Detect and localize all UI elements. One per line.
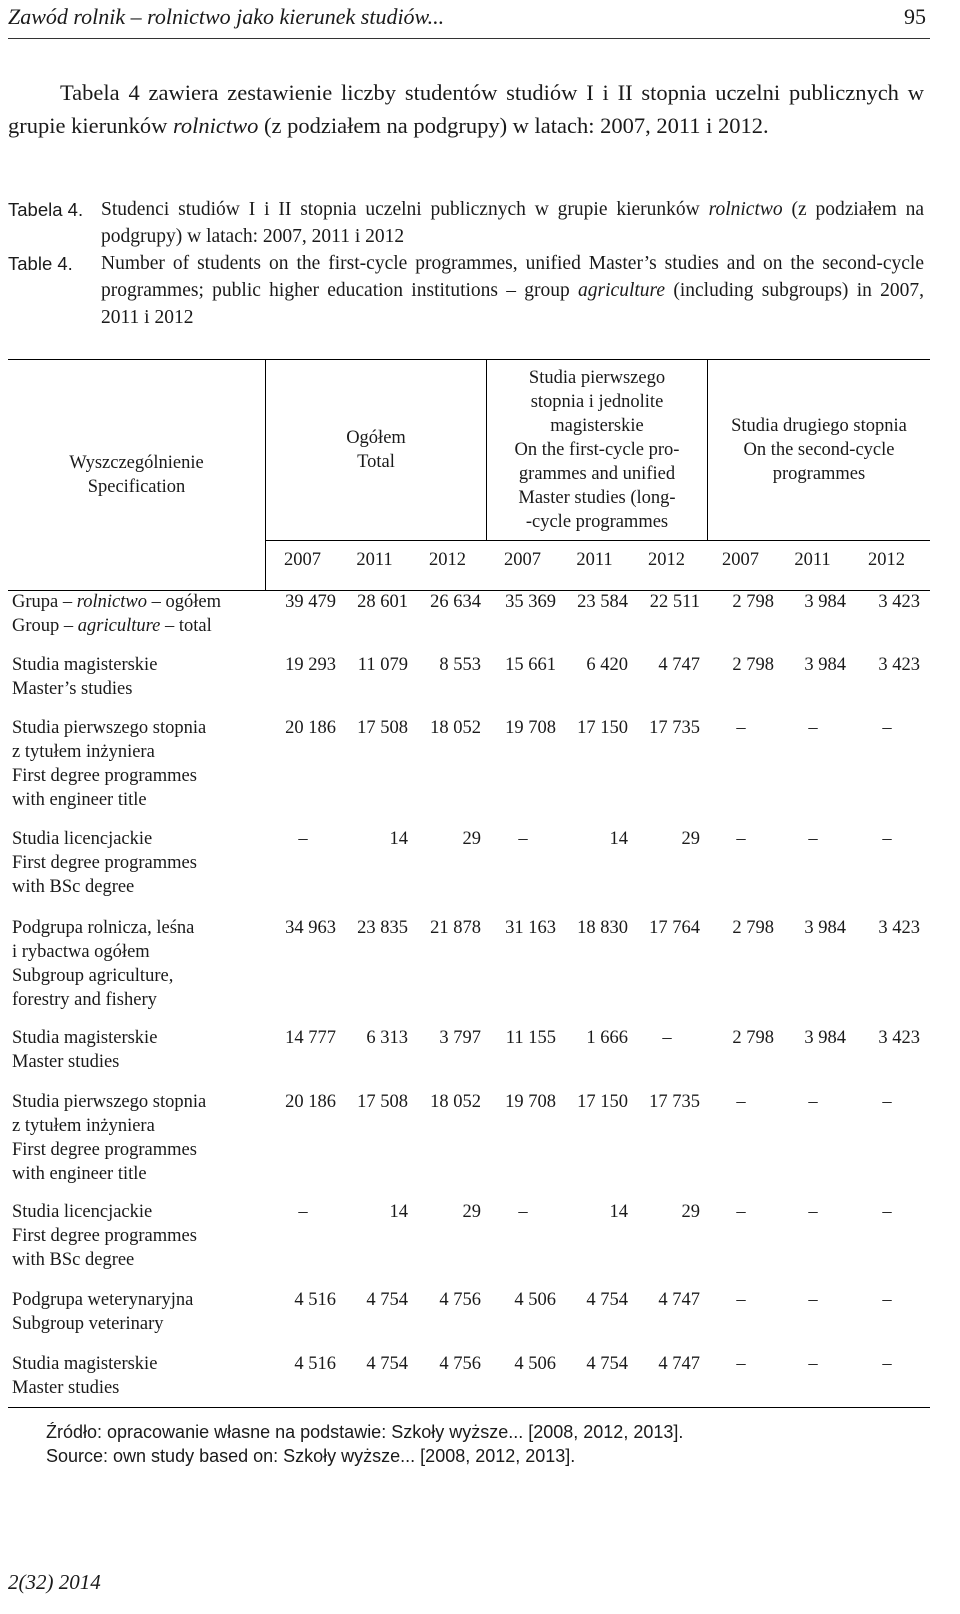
table-cell: 4 754 — [366, 1290, 408, 1310]
issue-footer: 2(32) 2014 — [8, 1570, 101, 1594]
table-cell: – — [736, 829, 746, 849]
table-cell: 17 508 — [357, 1092, 408, 1112]
running-head — [8, 2, 930, 39]
table-cell: 39 479 — [285, 592, 336, 612]
data-table — [8, 359, 930, 1408]
header-divider — [265, 540, 930, 541]
running-title: Zawód rolnik – rolnictwo jako kierunek studiów... — [8, 4, 445, 29]
table-cell: – — [808, 1290, 818, 1310]
table-cell: 2 798 — [732, 918, 774, 938]
table-cell: 26 634 — [430, 592, 481, 612]
table-cell: – — [298, 829, 308, 849]
table-cell: 3 984 — [804, 918, 846, 938]
caption-label-en: Table 4. — [8, 253, 73, 274]
table-cell: – — [882, 829, 892, 849]
table-caption-en — [8, 250, 924, 331]
caption-italic-en: agriculture — [578, 280, 666, 301]
table-cell: 21 878 — [430, 918, 481, 938]
table-cell: 29 — [462, 829, 481, 849]
year-header: 2007 — [722, 550, 759, 570]
table-cell: 3 797 — [439, 1028, 481, 1048]
table-cell: 6 420 — [586, 655, 628, 675]
caption-text-en-a: Number of students on the first-cycle programmes, unified Master’s studies and on the second-cycle programmes; public higher education institutions – group — [101, 253, 924, 301]
intro-paragraph — [8, 76, 924, 142]
table-cell: 4 506 — [514, 1354, 556, 1374]
year-header: 2011 — [356, 550, 393, 570]
table-cell: 4 747 — [658, 1290, 700, 1310]
table-cell: 11 155 — [505, 1028, 556, 1048]
source-note-en: Source: own study based on: Szkoły wyższe... [2008, 2012, 2013]. — [46, 1446, 576, 1466]
table-cell: 3 984 — [804, 592, 846, 612]
caption-label-pl: Tabela 4. — [8, 199, 84, 220]
table-cell: 29 — [462, 1202, 481, 1222]
table-cell: 29 — [681, 829, 700, 849]
table-cell: 4 516 — [294, 1290, 336, 1310]
table-cell: – — [518, 1202, 528, 1222]
row-label: Studia licencjackie First degree programmes with BSc degree — [12, 1202, 197, 1270]
table-cell: 18 830 — [577, 918, 628, 938]
year-header: 2011 — [576, 550, 613, 570]
table-cell: 22 511 — [649, 592, 700, 612]
table-cell: 28 601 — [357, 592, 408, 612]
table-cell: 15 661 — [505, 655, 556, 675]
table-cell: – — [808, 1092, 818, 1112]
table-cell: 17 150 — [577, 718, 628, 738]
table-cell: 20 186 — [285, 718, 336, 738]
table-cell: – — [882, 1092, 892, 1112]
table-cell: 4 754 — [586, 1354, 628, 1374]
table-cell: 4 756 — [439, 1290, 481, 1310]
row-label-part: – ogółem Group – — [12, 592, 221, 636]
table-cell: – — [736, 1092, 746, 1112]
table-cell: – — [808, 829, 818, 849]
table-cell: 34 963 — [285, 918, 336, 938]
table-cell: 23 584 — [577, 592, 628, 612]
row-label-part: agriculture — [77, 616, 161, 636]
row-label — [12, 590, 262, 638]
year-header: 2012 — [868, 550, 905, 570]
table-cell: – — [298, 1202, 308, 1222]
row-label: Studia licencjackie First degree programmes with BSc degree — [12, 829, 197, 897]
table-cell: 18 052 — [430, 718, 481, 738]
table-cell: 17 735 — [649, 718, 700, 738]
table-cell: 35 369 — [505, 592, 556, 612]
table-cell: 17 735 — [649, 1092, 700, 1112]
row-label: Studia magisterskie Master’s studies — [12, 655, 158, 699]
header-first-cycle: Studia pierwszego stopnia i jednolite magisterskie On the first-cycle pro- grammes and unified Master studies (long- -cycle programmes — [514, 368, 680, 532]
table-cell: – — [662, 1028, 672, 1048]
table-cell: 4 747 — [658, 655, 700, 675]
table-cell: – — [808, 1202, 818, 1222]
intro-italic: rolnictwo — [172, 113, 259, 138]
table-cell: – — [736, 1354, 746, 1374]
table-cell: – — [882, 718, 892, 738]
table-cell: – — [808, 1354, 818, 1374]
header-specification: Wyszczególnienie Specification — [69, 453, 204, 497]
table-cell: – — [808, 718, 818, 738]
row-label: Podgrupa rolnicza, leśna i rybactwa ogółem Subgroup agriculture, forestry and fishery — [12, 918, 195, 1010]
year-header: 2012 — [648, 550, 685, 570]
row-label: Studia pierwszego stopnia z tytułem inżyniera First degree programmes with engineer title — [12, 1092, 207, 1184]
table-cell: – — [736, 718, 746, 738]
table-cell: 4 747 — [658, 1354, 700, 1374]
table-cell: 1 666 — [586, 1028, 628, 1048]
row-label: Studia magisterskie Master studies — [12, 1028, 158, 1072]
table-cell: 14 — [609, 829, 628, 849]
table-cell: 31 163 — [505, 918, 556, 938]
table-cell: – — [736, 1290, 746, 1310]
caption-text-en-b: (including subgroups) in 2007, 2011 i 2012 — [101, 280, 924, 328]
header-second-cycle: Studia drugiego stopnia On the second-cycle programmes — [731, 416, 907, 484]
year-header: 2007 — [504, 550, 541, 570]
table-cell: 3 984 — [804, 1028, 846, 1048]
year-header: 2007 — [284, 550, 321, 570]
table-cell: 14 — [389, 829, 408, 849]
caption-italic-pl: rolnictwo — [708, 199, 783, 220]
table-cell: 4 506 — [514, 1290, 556, 1310]
table-cell: 17 508 — [357, 718, 408, 738]
year-header: 2011 — [794, 550, 831, 570]
table-cell: 3 423 — [878, 592, 920, 612]
row-label-part: – total — [160, 616, 212, 636]
table-cell: – — [882, 1202, 892, 1222]
table-cell: 3 423 — [878, 655, 920, 675]
table-cell: 19 293 — [285, 655, 336, 675]
intro-text-2: (z podziałem na podgrupy) w latach: 2007, 2011 i 2012. — [258, 113, 769, 138]
table-cell: 14 — [609, 1202, 628, 1222]
table-cell: 19 708 — [505, 718, 556, 738]
table-cell: – — [518, 829, 528, 849]
table-cell: 3 984 — [804, 655, 846, 675]
table-cell: 4 754 — [366, 1354, 408, 1374]
table-cell: 18 052 — [430, 1092, 481, 1112]
table-cell: 14 777 — [285, 1028, 336, 1048]
row-label: Studia magisterskie Master studies — [12, 1354, 158, 1398]
table-cell: 19 708 — [505, 1092, 556, 1112]
table-cell: 3 423 — [878, 1028, 920, 1048]
caption-text-pl-a: Studenci studiów I i II stopnia uczelni publicznych w grupie kierunków — [101, 199, 709, 220]
table-cell: 3 423 — [878, 918, 920, 938]
header-total: Ogółem Total — [346, 428, 406, 472]
table-cell: 4 754 — [586, 1290, 628, 1310]
row-label: Studia pierwszego stopnia z tytułem inżyniera First degree programmes with engineer title — [12, 718, 207, 810]
table-cell: 4 756 — [439, 1354, 481, 1374]
table-cell: 20 186 — [285, 1092, 336, 1112]
row-label-part: rolnictwo — [76, 592, 147, 612]
table-cell: – — [882, 1290, 892, 1310]
table-cell: – — [882, 1354, 892, 1374]
table-cell: 4 516 — [294, 1354, 336, 1374]
table-cell: 6 313 — [366, 1028, 408, 1048]
table-cell: 2 798 — [732, 1028, 774, 1048]
page-number: 95 — [904, 4, 926, 29]
table-cell: 17 764 — [649, 918, 700, 938]
source-note-pl: Źródło: opracowanie własne na podstawie: Szkoły wyższe... [2008, 2012, 2013]. — [46, 1422, 684, 1442]
year-header: 2012 — [429, 550, 466, 570]
caption-text-pl-b: (z podziałem na podgrupy) w latach: 2007, 2011 i 2012 — [101, 199, 924, 247]
row-label: Podgrupa weterynaryjna Subgroup veterinary — [12, 1290, 194, 1334]
table-cell: 2 798 — [732, 655, 774, 675]
table-cell: – — [736, 1202, 746, 1222]
intro-text-1: Tabela 4 zawiera zestawienie liczby studentów studiów I i II stopnia uczelni publicznych w grupie kierunków — [8, 80, 924, 138]
table-cell: 14 — [389, 1202, 408, 1222]
table-cell: 2 798 — [732, 592, 774, 612]
table-cell: 17 150 — [577, 1092, 628, 1112]
table-caption-pl — [8, 196, 924, 250]
table-cell: 23 835 — [357, 918, 408, 938]
table-cell: 8 553 — [439, 655, 481, 675]
row-label-part: Grupa – — [12, 592, 77, 612]
table-cell: 11 079 — [357, 655, 408, 675]
table-cell: 29 — [681, 1202, 700, 1222]
